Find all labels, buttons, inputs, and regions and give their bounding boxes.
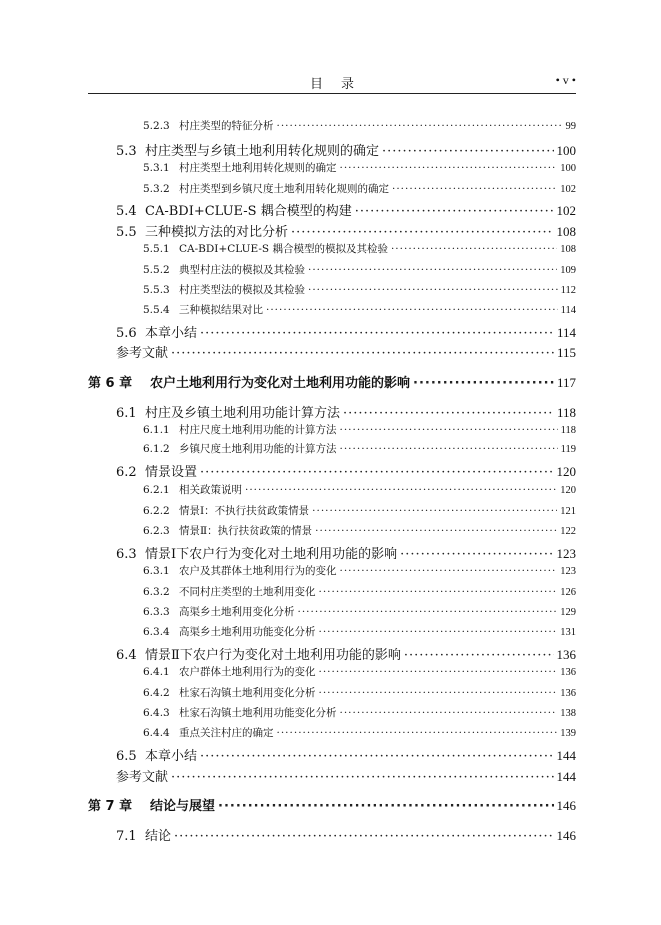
entry-title: 村庄尺度土地利用功能的计算方法 bbox=[179, 424, 337, 436]
entry-page-number: 118 bbox=[556, 405, 576, 420]
entry-title: 三种模拟方法的对比分析 bbox=[145, 225, 289, 240]
entry-number: 5.3.2 bbox=[143, 183, 170, 195]
toc-subsection-entry bbox=[0, 118, 576, 133]
toc-section-entry bbox=[0, 825, 576, 844]
entry-page-number: 139 bbox=[560, 728, 576, 739]
entry-number: 6.5 bbox=[116, 749, 137, 764]
dot-leader bbox=[277, 120, 563, 132]
dot-leader bbox=[319, 666, 558, 678]
entry-page-number: 146 bbox=[556, 828, 576, 843]
dot-leader bbox=[340, 424, 558, 436]
header-page-number: • v • bbox=[555, 73, 576, 87]
entry-page-number: 108 bbox=[556, 224, 576, 239]
entry-number: 6.4.1 bbox=[143, 666, 170, 678]
entry-page-number: 120 bbox=[556, 464, 576, 479]
entry-title: 杜家石沟镇土地利用功能变化分析 bbox=[179, 707, 337, 719]
entry-page-number: 129 bbox=[560, 607, 576, 618]
entry-number: 6.3.3 bbox=[143, 606, 170, 618]
entry-number: 6.2.1 bbox=[143, 484, 170, 496]
entry-page-number: 123 bbox=[560, 566, 576, 577]
entry-page-number: 99 bbox=[565, 121, 576, 132]
entry-title: 情景设置 bbox=[145, 465, 198, 480]
entry-number: 7.1 bbox=[116, 829, 137, 844]
toc-subsection-entry bbox=[0, 563, 576, 578]
dot-leader bbox=[404, 648, 554, 663]
entry-page-number: 136 bbox=[560, 667, 576, 678]
toc-subsection-entry bbox=[0, 282, 576, 297]
toc-section-entry bbox=[0, 140, 576, 159]
entry-number: 6.1.1 bbox=[143, 424, 170, 436]
toc-subsection-entry bbox=[0, 482, 576, 497]
page-header bbox=[88, 73, 576, 91]
dot-leader bbox=[340, 565, 558, 577]
entry-page-number: 121 bbox=[560, 506, 576, 517]
entry-title: 情景Ⅱ下农户行为变化对土地利用功能的影响 bbox=[145, 648, 401, 663]
entry-title: 情景Ⅰ：不执行扶贫政策情景 bbox=[179, 505, 310, 517]
entry-title: 农户群体土地利用行为的变化 bbox=[179, 666, 316, 678]
entry-number: 5.4 bbox=[116, 204, 137, 219]
entry-page-number: 131 bbox=[560, 627, 576, 638]
dot-leader bbox=[319, 586, 558, 598]
entry-title: 参考文献 bbox=[116, 346, 169, 361]
entry-number: 6.4.3 bbox=[143, 707, 170, 719]
entry-number: 6.2 bbox=[116, 465, 137, 480]
toc-subsection-entry bbox=[0, 725, 576, 740]
entry-title: 参考文献 bbox=[116, 770, 169, 785]
entry-number: 6.2.3 bbox=[143, 525, 170, 537]
dot-leader bbox=[171, 770, 553, 785]
dot-leader bbox=[340, 707, 558, 719]
entry-title: 村庄类型与乡镇土地利用转化规则的确定 bbox=[145, 144, 380, 159]
toc-section-entry bbox=[0, 543, 576, 562]
dot-leader bbox=[315, 525, 557, 537]
entry-page-number: 118 bbox=[560, 425, 576, 436]
toc-subsection-entry bbox=[0, 664, 576, 679]
entry-page-number: 114 bbox=[560, 305, 576, 316]
dot-leader bbox=[343, 406, 554, 421]
dot-leader bbox=[218, 799, 553, 814]
entry-title: 相关政策说明 bbox=[179, 484, 242, 496]
toc-subsection-entry bbox=[0, 241, 576, 256]
dot-leader bbox=[308, 264, 557, 276]
toc-subsection-entry bbox=[0, 302, 576, 317]
entry-title: 情景Ⅱ：执行扶贫政策的情景 bbox=[179, 525, 313, 537]
dot-leader bbox=[340, 162, 558, 174]
entry-number: 6.1 bbox=[116, 406, 137, 421]
entry-number: 6.3 bbox=[116, 547, 137, 562]
entry-page-number: 144 bbox=[556, 748, 576, 763]
entry-title: 本章小结 bbox=[145, 326, 198, 341]
entry-title: 村庄类型的特征分析 bbox=[179, 120, 274, 132]
entry-page-number: 146 bbox=[556, 798, 576, 813]
dot-leader bbox=[391, 243, 557, 255]
entry-page-number: 102 bbox=[560, 184, 576, 195]
toc-section-entry bbox=[0, 644, 576, 663]
entry-page-number: 120 bbox=[560, 485, 576, 496]
entry-page-number: 136 bbox=[560, 688, 576, 699]
entry-title: 重点关注村庄的确定 bbox=[179, 727, 274, 739]
dot-leader bbox=[319, 687, 558, 699]
toc-section-entry bbox=[0, 402, 576, 421]
dot-leader bbox=[266, 304, 558, 316]
entry-title: 情景Ⅰ下农户行为变化对土地利用功能的影响 bbox=[145, 547, 398, 562]
entry-page-number: 122 bbox=[560, 526, 576, 537]
entry-number: 5.5 bbox=[116, 225, 137, 240]
toc-section-entry bbox=[0, 322, 576, 341]
entry-title: 乡镇尺度土地利用功能的计算方法 bbox=[179, 443, 337, 455]
dot-leader bbox=[298, 606, 558, 618]
entry-title: 农户及其群体土地利用行为的变化 bbox=[179, 565, 337, 577]
entry-page-number: 138 bbox=[560, 708, 576, 719]
entry-page-number: 115 bbox=[556, 345, 576, 360]
dot-leader bbox=[382, 144, 553, 159]
dot-leader bbox=[392, 183, 557, 195]
entry-number: 6.3.1 bbox=[143, 565, 170, 577]
toc-subsection-entry bbox=[0, 160, 576, 175]
entry-title: 结论 bbox=[145, 829, 172, 844]
entry-page-number: 100 bbox=[556, 143, 576, 158]
dot-leader bbox=[319, 626, 558, 638]
toc-subsection-entry bbox=[0, 705, 576, 720]
entry-title: 三种模拟结果对比 bbox=[179, 304, 263, 316]
entry-page-number: 119 bbox=[560, 444, 576, 455]
toc-subsection-entry bbox=[0, 624, 576, 639]
entry-number: 6.4.4 bbox=[143, 727, 170, 739]
dot-leader bbox=[340, 443, 558, 455]
entry-title: 本章小结 bbox=[145, 749, 198, 764]
toc-subsection-entry bbox=[0, 262, 576, 277]
entry-page-number: 109 bbox=[560, 265, 576, 276]
entry-number: 6.3.2 bbox=[143, 586, 170, 598]
entry-number: 6.1.2 bbox=[143, 443, 170, 455]
toc-section-entry bbox=[0, 461, 576, 480]
toc-subsection-entry bbox=[0, 503, 576, 518]
entry-page-number: 112 bbox=[560, 285, 576, 296]
toc-subsection-entry bbox=[0, 422, 576, 437]
toc-section-entry bbox=[0, 745, 576, 764]
toc-chapter-entry bbox=[0, 795, 576, 814]
entry-title: 村庄类型法的模拟及其检验 bbox=[179, 284, 305, 296]
dot-leader bbox=[200, 749, 553, 764]
entry-title: CA-BDI+CLUE-S 耦合模型的构建 bbox=[145, 204, 352, 219]
dot-leader bbox=[312, 505, 557, 517]
entry-number: 5.3 bbox=[116, 144, 137, 159]
dot-leader bbox=[200, 465, 553, 480]
dot-leader bbox=[400, 547, 553, 562]
entry-number: 6.4.2 bbox=[143, 687, 170, 699]
dot-leader bbox=[355, 204, 554, 219]
entry-number: 6.3.4 bbox=[143, 626, 170, 638]
entry-title: 农户土地利用行为变化对土地利用功能的影响 bbox=[150, 376, 411, 391]
entry-number: 第 7 章 bbox=[88, 799, 133, 814]
toc-subsection-entry bbox=[0, 181, 576, 196]
header-title: 目录 bbox=[309, 77, 372, 92]
dot-leader bbox=[308, 284, 558, 296]
entry-number: 5.3.1 bbox=[143, 162, 170, 174]
entry-number: 5.5.4 bbox=[143, 304, 170, 316]
entry-title: 村庄类型土地利用转化规则的确定 bbox=[179, 162, 337, 174]
entry-number: 5.2.3 bbox=[143, 120, 170, 132]
entry-number: 5.5.3 bbox=[143, 284, 170, 296]
dot-leader bbox=[171, 346, 554, 361]
entry-page-number: 102 bbox=[556, 203, 576, 218]
entry-number: 5.5.2 bbox=[143, 264, 170, 276]
toc-subsection-entry bbox=[0, 685, 576, 700]
dot-leader bbox=[277, 727, 558, 739]
toc-section-entry bbox=[0, 342, 576, 361]
entry-title: 杜家石沟镇土地利用变化分析 bbox=[179, 687, 316, 699]
toc-subsection-entry bbox=[0, 523, 576, 538]
entry-title: 高渠乡土地利用功能变化分析 bbox=[179, 626, 316, 638]
entry-number: 第 6 章 bbox=[88, 376, 133, 391]
entry-page-number: 144 bbox=[556, 769, 576, 784]
toc-subsection-entry bbox=[0, 604, 576, 619]
entry-number: 6.2.2 bbox=[143, 505, 170, 517]
entry-page-number: 136 bbox=[556, 647, 576, 662]
dot-leader bbox=[291, 225, 553, 240]
entry-title: 结论与展望 bbox=[150, 799, 216, 814]
entry-page-number: 123 bbox=[556, 546, 576, 561]
dot-leader bbox=[174, 829, 553, 844]
toc-subsection-entry bbox=[0, 441, 576, 456]
entry-page-number: 126 bbox=[560, 587, 576, 598]
entry-title: 高渠乡土地利用变化分析 bbox=[179, 606, 295, 618]
dot-leader bbox=[245, 484, 557, 496]
dot-leader bbox=[200, 326, 554, 341]
entry-title: 村庄及乡镇土地利用功能计算方法 bbox=[145, 406, 341, 421]
toc-chapter-entry bbox=[0, 372, 576, 391]
entry-page-number: 100 bbox=[560, 163, 576, 174]
toc-section-entry bbox=[0, 200, 576, 219]
entry-number: 5.5.1 bbox=[143, 243, 170, 255]
entry-number: 5.6 bbox=[116, 326, 137, 341]
entry-page-number: 114 bbox=[556, 325, 576, 340]
entry-number: 6.4 bbox=[116, 648, 137, 663]
entry-title: CA-BDI+CLUE-S 耦合模型的模拟及其检验 bbox=[179, 243, 388, 255]
entry-title: 典型村庄法的模拟及其检验 bbox=[179, 264, 305, 276]
header-rule bbox=[88, 93, 576, 94]
entry-title: 村庄类型到乡镇尺度土地利用转化规则的确定 bbox=[179, 183, 389, 195]
entry-page-number: 117 bbox=[556, 375, 576, 390]
entry-page-number: 108 bbox=[560, 244, 576, 255]
dot-leader bbox=[413, 376, 554, 391]
entry-title: 不同村庄类型的土地利用变化 bbox=[179, 586, 316, 598]
toc-section-entry bbox=[0, 221, 576, 240]
toc-section-entry bbox=[0, 766, 576, 785]
toc-subsection-entry bbox=[0, 584, 576, 599]
